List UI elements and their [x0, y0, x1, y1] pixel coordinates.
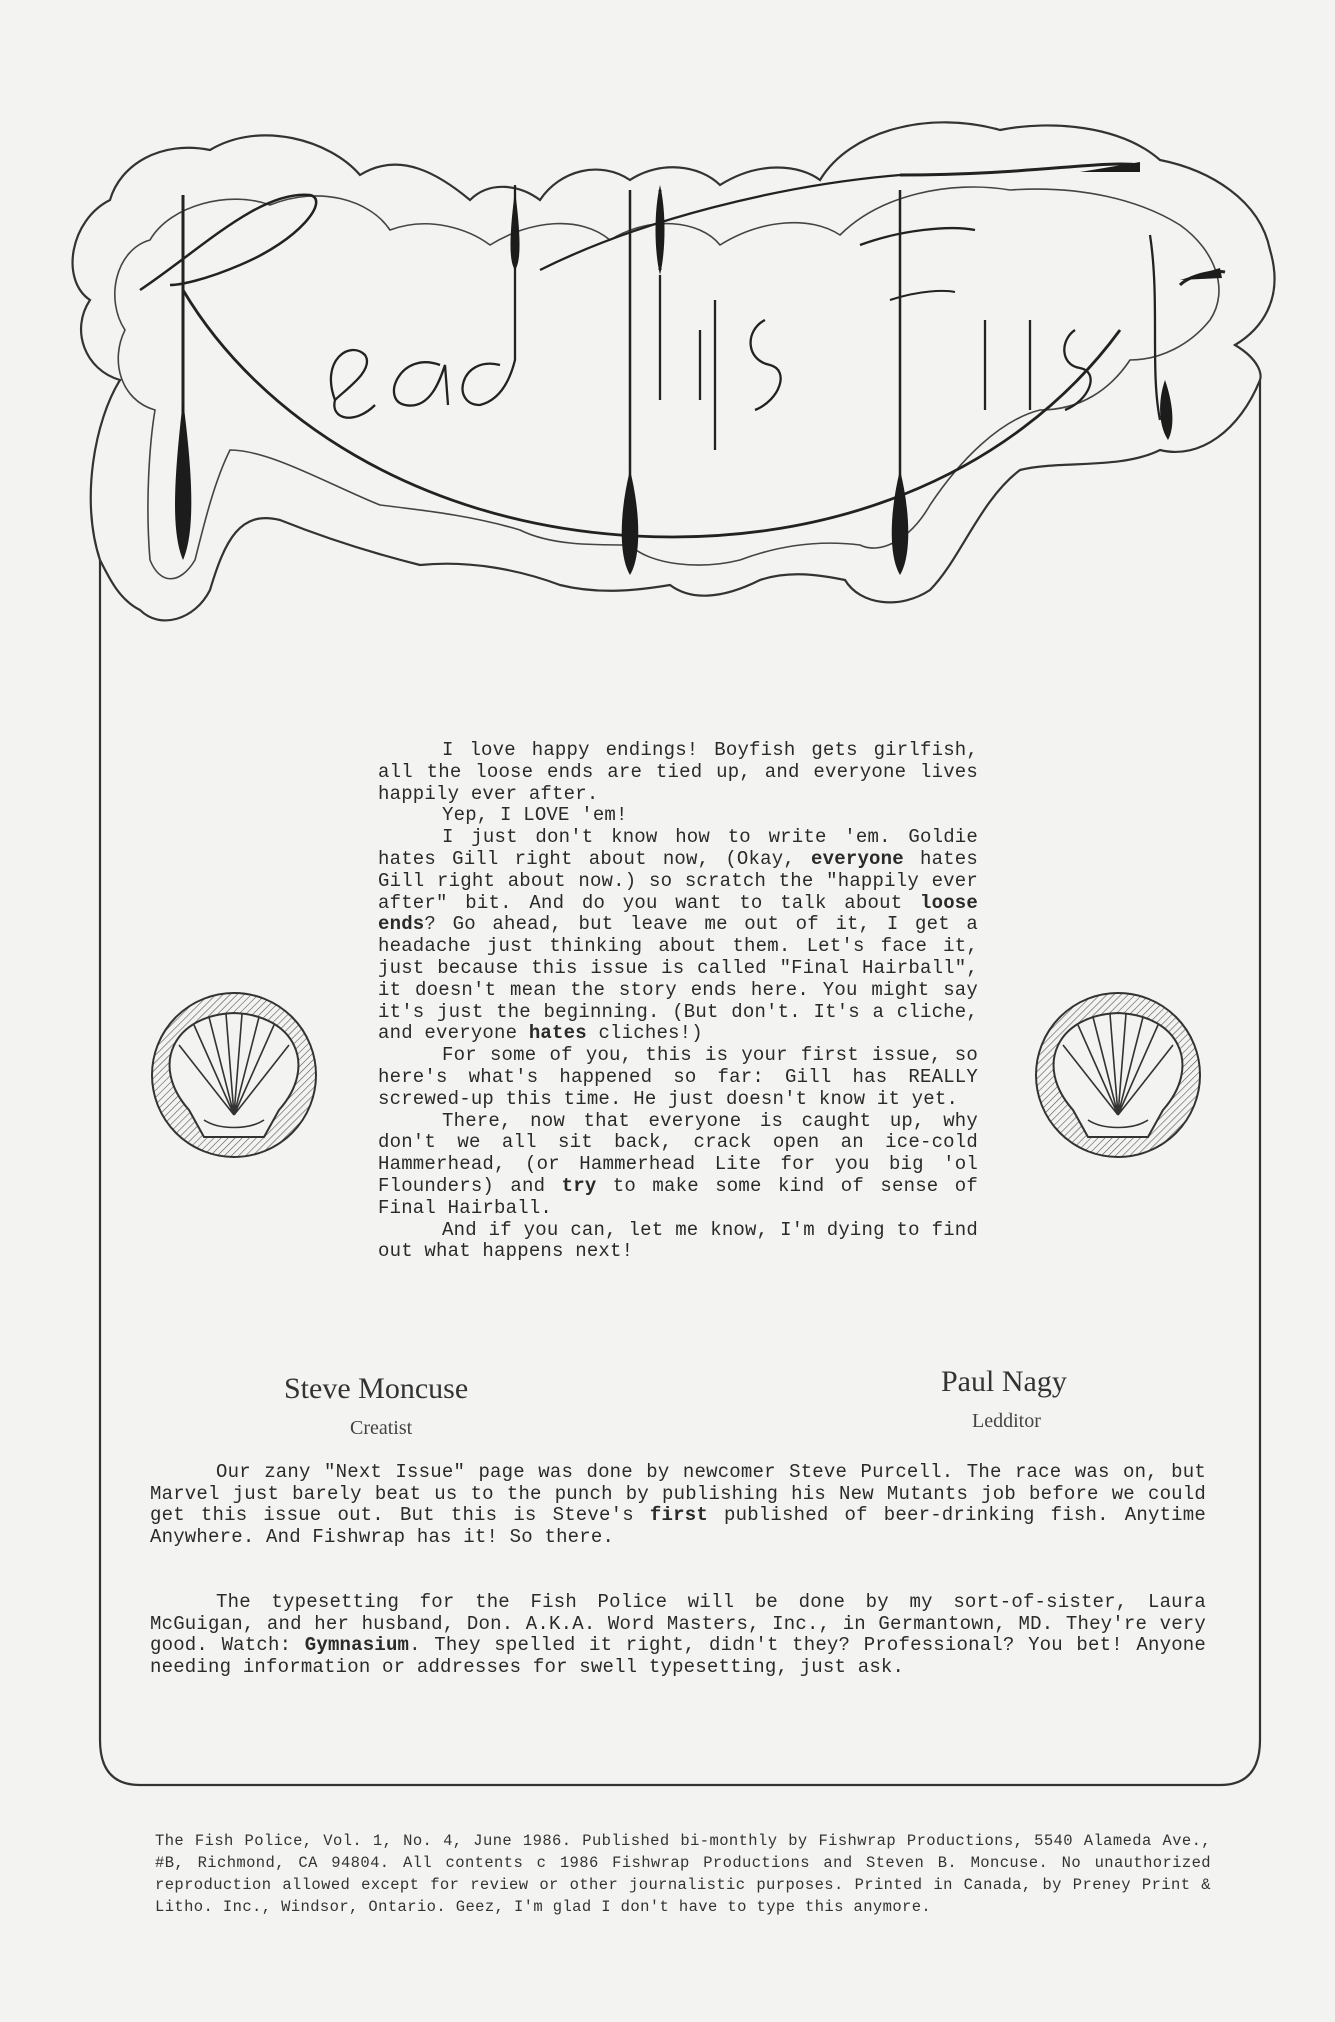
- scallop-shell-icon: [152, 993, 316, 1157]
- letter-paragraph: And if you can, let me know, I'm dying to find out what happens next!: [378, 1218, 978, 1263]
- indicia: The Fish Police, Vol. 1, No. 4, June 1986. Published bi-monthly by Fishwrap Productions, 5540 Alameda Ave., #B, Richmond, CA 94804. All contents c 1986 Fishwrap Productions and Steven B. Moncuse. No unauthorized reproduction allowed except for review or other journalistic purposes. Printed in Canada, by Preney Print & Litho. Inc., Windsor, Ontario. Geez, I'm glad I don't have to type this anymore.: [155, 1832, 1211, 1916]
- next-issue-note: Our zany "Next Issue" page was done by newcomer Steve Purcell. The race was on, but Marvel just barely beat us to the punch by publishing his New Mutants job before we could get this issue out. But this is Steve's first published of beer-drinking fish. Anytime Anywhere. And Fishwrap has it! So there.: [150, 1461, 1206, 1548]
- title-lettering: [140, 162, 1225, 575]
- letter-paragraph: I love happy endings! Boyfish gets girlfish, all the loose ends are tied up, and everyone lives happily ever after.: [378, 739, 978, 805]
- letter-paragraph: I just don't know how to write 'em. Goldie hates Gill right about now, (Okay, everyone hates Gill right about now.) so scratch the "happily ever after" bit. And do you want to talk about loose ends? Go ahead, but leave me out of it, I get a headache just thinking about them. Let's face it, just because this issue is called "Final Hairball", it doesn't mean the story ends here. You might say it's just the beginning. (But don't. It's a cliche, and everyone hates cliches!): [378, 826, 978, 1045]
- letter-paragraph: There, now that everyone is caught up, why don't we all sit back, crack open an ice-cold Hammerhead, (or Hammerhead Lite for you big 'ol Flounders) and try to make some kind of sense of Final Hairball.: [378, 1109, 978, 1219]
- editorial-letter: [378, 740, 978, 1263]
- letter-paragraph: Yep, I LOVE 'em!: [442, 804, 628, 827]
- signature-role-right: Ledditor: [972, 1410, 1041, 1432]
- signature-name-left: Steve Moncuse: [284, 1372, 469, 1405]
- scallop-shell-icon: [1036, 993, 1200, 1157]
- signature-role-left: Creatist: [350, 1417, 413, 1439]
- signature-name-right: Paul Nagy: [941, 1365, 1067, 1398]
- typesetting-note: The typesetting for the Fish Police will be done by my sort-of-sister, Laura McGuigan, and her husband, Don. A.K.A. Word Masters, Inc., in Germantown, MD. They're very good. Watch: Gymnasium. They spelled it right, didn't they? Professional? You bet! Anyone needing information or addresses for swell typesetting, just ask.: [150, 1591, 1206, 1678]
- letter-paragraph: For some of you, this is your first issue, so here's what's happened so far: Gill has REALLY screwed-up this time. He just doesn't know it yet.: [378, 1044, 978, 1110]
- title-outline: [73, 122, 1275, 620]
